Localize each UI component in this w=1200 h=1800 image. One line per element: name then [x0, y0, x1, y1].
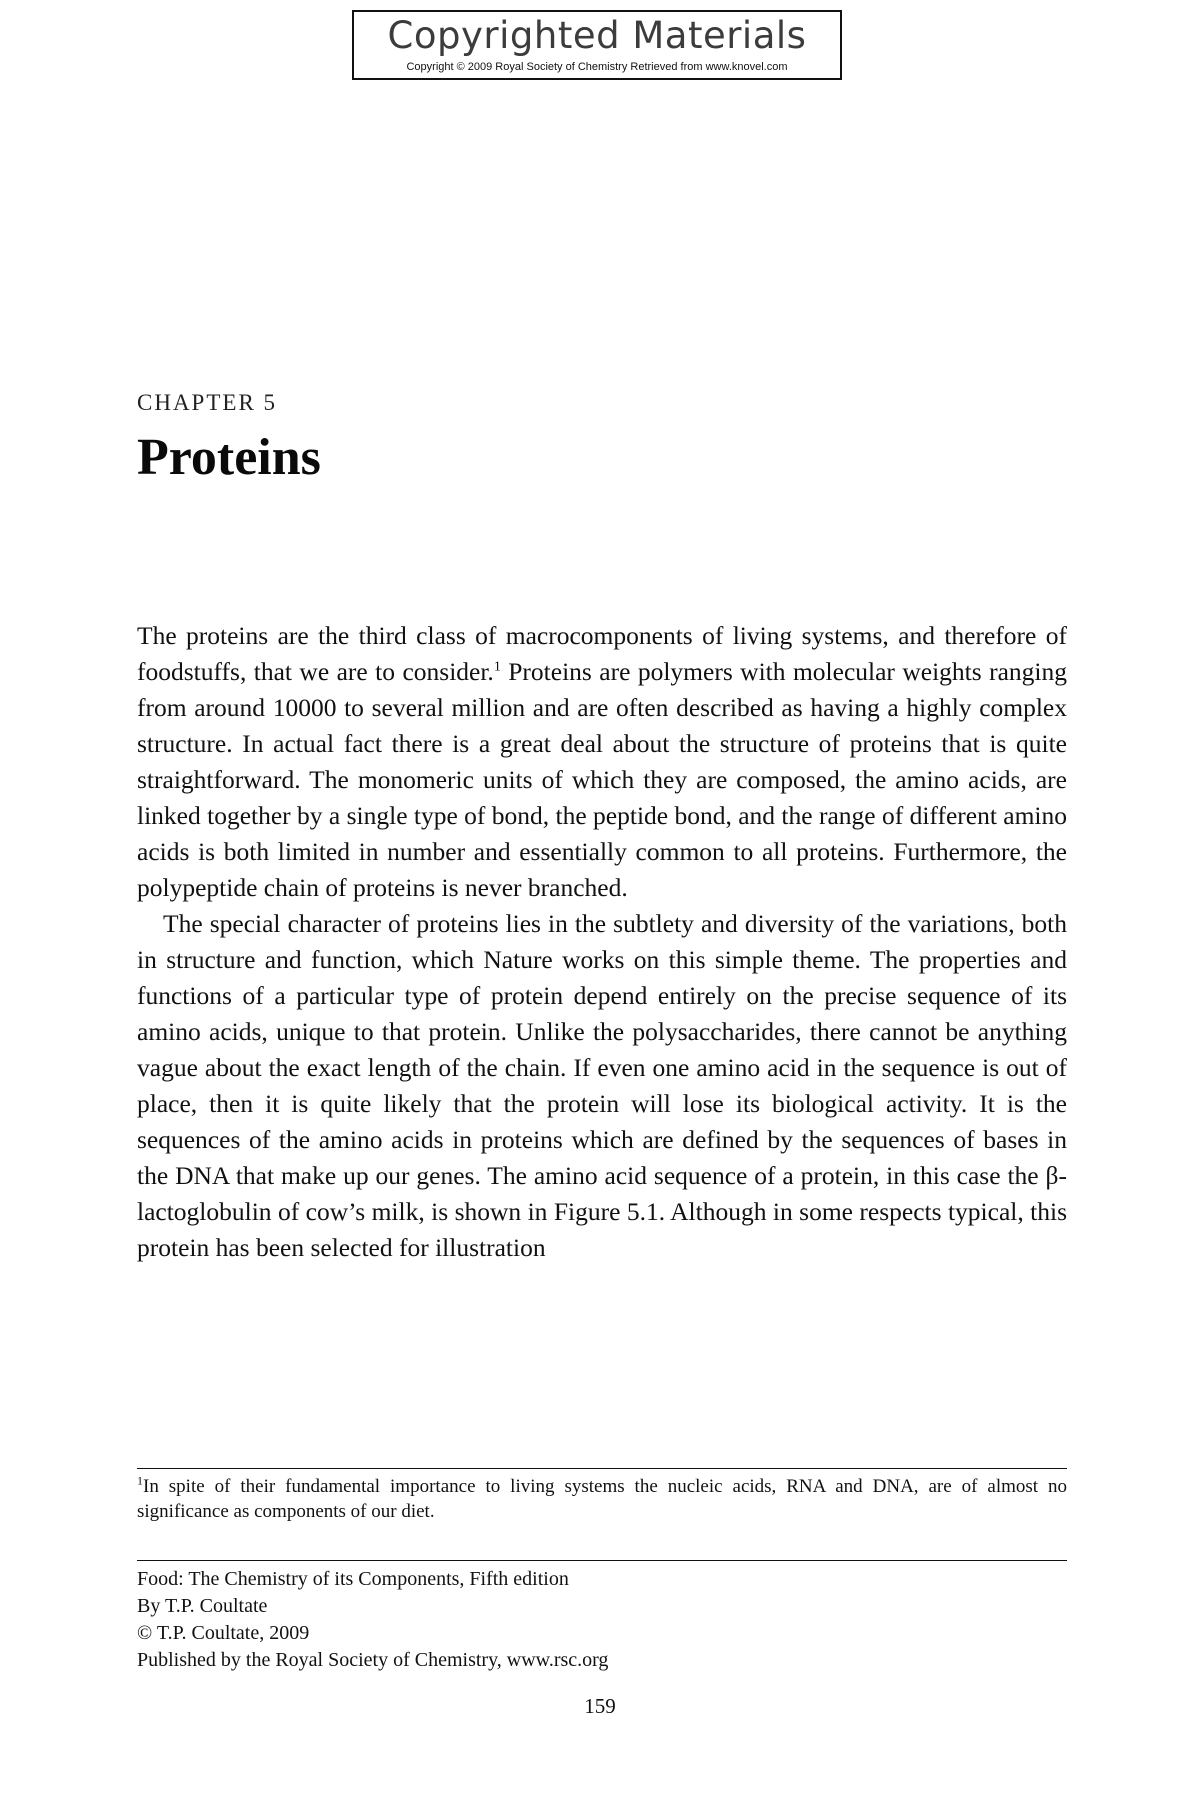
footnote-reference: 1	[493, 659, 501, 675]
page-number: 159	[584, 1694, 616, 1718]
chapter-label: CHAPTER 5	[137, 390, 278, 415]
footnote-text: In spite of their fundamental importance to living systems the nucleic acids, RNA and DNA, are of almost no significance as components of our diet.	[137, 1476, 1067, 1522]
copyright-watermark	[352, 10, 842, 80]
body-text	[137, 618, 1067, 1266]
paragraph-2: The special character of proteins lies in the subtlety and diversity of the variations, both in structure and function, which Nature works on this simple theme. The properties and functions of a particular type of protein depend entirely on the precise sequence of its amino acids, unique to that protein. Unlike the polysaccharides, there cannot be anything vague about the exact length of the chain. If even one amino acid in the sequence is out of place, then it is quite likely that the protein will lose its biological activity. It is the sequences of the amino acids in proteins which are defined by the sequences of bases in the DNA that make up our genes. The amino acid sequence of a protein, in this case the β-lactoglobulin of cow’s milk, is shown in Figure 5.1. Although in some respects typical, this protein has been selected for illustration	[137, 909, 1067, 1262]
paragraph-1-start: The proteins are the third class of macrocomponents of living systems, and therefore of foodstuffs, that we are to consider.	[137, 621, 1067, 686]
footnote-divider	[137, 1468, 1067, 1469]
book-copyright: © T.P. Coultate, 2009	[137, 1622, 310, 1644]
paragraph-1	[137, 618, 1067, 906]
chapter-title: Proteins	[137, 429, 321, 486]
footnote	[137, 1474, 1067, 1524]
watermark-title: Copyrighted Materials	[387, 14, 807, 57]
publication-divider	[137, 1560, 1067, 1561]
book-publisher: Published by the Royal Society of Chemistry, www.rsc.org	[137, 1649, 609, 1671]
paragraph-1-rest: Proteins are polymers with molecular weights ranging from around 10000 to several million and are often described as having a highly complex structure. In actual fact there is a great deal about the structure of proteins that is quite straightforward. The monomeric units of which they are composed, the amino acids, are linked together by a single type of bond, the peptide bond, and the range of different amino acids is both limited in number and essentially common to all proteins. Furthermore, the polypeptide chain of proteins is never branched.	[137, 657, 1068, 902]
footnote-mark: 1	[137, 1473, 143, 1488]
book-author: By T.P. Coultate	[137, 1595, 268, 1617]
book-title: Food: The Chemistry of its Components, Fifth edition	[137, 1568, 569, 1590]
publication-info	[137, 1566, 1067, 1674]
watermark-subtitle: Copyright © 2009 Royal Society of Chemistry Retrieved from www.knovel.com	[406, 61, 788, 73]
